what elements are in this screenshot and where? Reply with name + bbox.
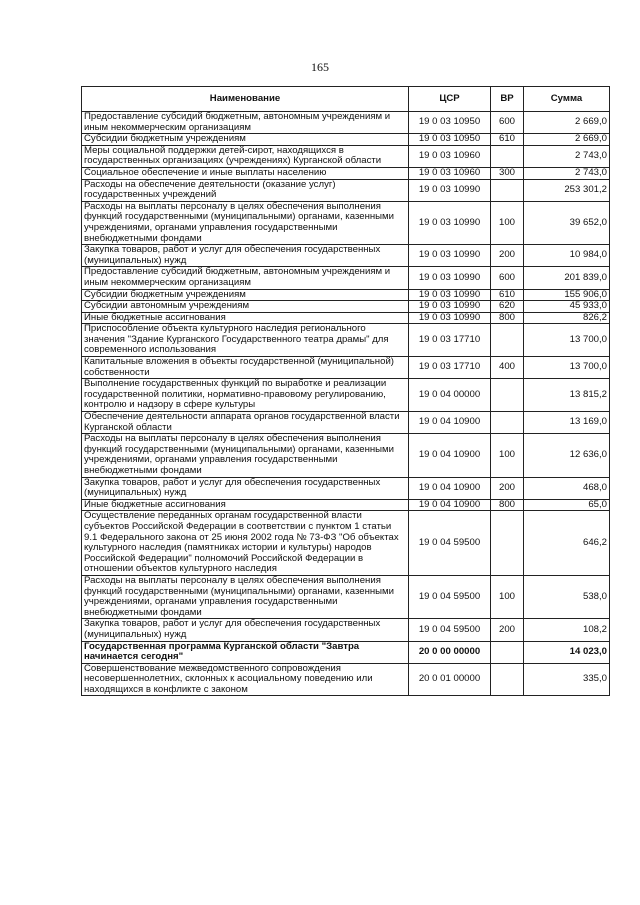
cell-name: Закупка товаров, работ и услуг для обеспечения государственных (муниципальных) нужд xyxy=(82,619,409,641)
cell-vr xyxy=(491,145,524,167)
table-row xyxy=(82,301,610,313)
table-row xyxy=(82,134,610,146)
header-name: Наименование xyxy=(82,87,409,112)
header-sum: Сумма xyxy=(524,87,610,112)
cell-sum: 826,2 xyxy=(524,312,610,324)
cell-csr: 19 0 03 10960 xyxy=(409,145,491,167)
cell-sum: 646,2 xyxy=(524,511,610,576)
cell-name: Государственная программа Курганской области "Завтра начинается сегодня" xyxy=(82,641,409,663)
cell-sum: 335,0 xyxy=(524,663,610,696)
cell-name: Расходы на выплаты персоналу в целях обеспечения выполнения функций государственными (муниципальными) органами, казенными учреждениями, органами управления государственными внебюджетными фондами xyxy=(82,575,409,618)
cell-name: Выполнение государственных функций по выработке и реализации государственной политики, нормативно-правовому регулированию, контролю и надзору в сфере культуры xyxy=(82,379,409,412)
table-row xyxy=(82,267,610,289)
table-row xyxy=(82,167,610,179)
cell-name: Иные бюджетные ассигнования xyxy=(82,312,409,324)
table-row xyxy=(82,324,610,357)
cell-vr xyxy=(491,663,524,696)
cell-name: Осуществление переданных органам государственной власти субъектов Российской Федерации в соответствии с пунктом 1 статьи 9.1 Федерального закона от 25 июня 2002 года № 73-ФЗ "Об объектах культурного наследия (памятниках истории и культуры) народов Российской Федерации" полномочий Российской Федерации в отношении объектов культурного наследия xyxy=(82,511,409,576)
cell-sum: 538,0 xyxy=(524,575,610,618)
cell-sum: 201 839,0 xyxy=(524,267,610,289)
table-row xyxy=(82,289,610,301)
cell-csr: 19 0 03 10990 xyxy=(409,245,491,267)
cell-sum: 65,0 xyxy=(524,499,610,511)
cell-sum: 2 743,0 xyxy=(524,167,610,179)
cell-name: Меры социальной поддержки детей-сирот, находящихся в государственных организациях (учреждениях) Курганской области xyxy=(82,145,409,167)
cell-vr: 300 xyxy=(491,167,524,179)
table-row xyxy=(82,112,610,134)
cell-name: Субсидии бюджетным учреждениям xyxy=(82,134,409,146)
cell-name: Приспособление объекта культурного наследия регионального значения "Здание Курганского Государственного театра драмы" для современного использования xyxy=(82,324,409,357)
cell-vr: 800 xyxy=(491,499,524,511)
cell-name: Закупка товаров, работ и услуг для обеспечения государственных (муниципальных) нужд xyxy=(82,477,409,499)
cell-csr: 19 0 03 10990 xyxy=(409,179,491,201)
cell-vr xyxy=(491,511,524,576)
cell-csr: 19 0 04 10900 xyxy=(409,434,491,477)
cell-csr: 19 0 03 17710 xyxy=(409,324,491,357)
cell-csr: 19 0 03 10990 xyxy=(409,201,491,244)
cell-name: Расходы на обеспечение деятельности (оказание услуг) государственных учреждений xyxy=(82,179,409,201)
cell-csr: 19 0 03 10960 xyxy=(409,167,491,179)
cell-csr: 19 0 04 59500 xyxy=(409,511,491,576)
cell-vr: 100 xyxy=(491,575,524,618)
table-row xyxy=(82,312,610,324)
table-row xyxy=(82,619,610,641)
table-body xyxy=(82,112,610,696)
cell-vr xyxy=(491,412,524,434)
table-row xyxy=(82,245,610,267)
table-row xyxy=(82,663,610,696)
cell-name: Совершенствование межведомственного сопровождения несовершеннолетних, склонных к асоциальному поведению или находящихся в конфликте с законом xyxy=(82,663,409,696)
cell-vr: 100 xyxy=(491,434,524,477)
table-row xyxy=(82,511,610,576)
cell-csr: 19 0 04 10900 xyxy=(409,477,491,499)
cell-csr: 19 0 03 17710 xyxy=(409,357,491,379)
cell-sum: 13 700,0 xyxy=(524,357,610,379)
cell-name: Расходы на выплаты персоналу в целях обеспечения выполнения функций государственными (муниципальными) органами, казенными учреждениями, органами управления государственными внебюджетными фондами xyxy=(82,201,409,244)
cell-sum: 155 906,0 xyxy=(524,289,610,301)
table-row xyxy=(82,434,610,477)
cell-name: Иные бюджетные ассигнования xyxy=(82,499,409,511)
cell-csr: 19 0 04 59500 xyxy=(409,575,491,618)
table-header-row xyxy=(82,87,610,112)
cell-csr: 19 0 03 10990 xyxy=(409,267,491,289)
cell-name: Капитальные вложения в объекты государственной (муниципальной) собственности xyxy=(82,357,409,379)
table-row xyxy=(82,145,610,167)
cell-vr: 620 xyxy=(491,301,524,313)
cell-csr: 19 0 03 10990 xyxy=(409,312,491,324)
cell-vr xyxy=(491,379,524,412)
cell-vr xyxy=(491,179,524,201)
cell-sum: 2 743,0 xyxy=(524,145,610,167)
page-number: 165 xyxy=(311,60,329,74)
table-row xyxy=(82,201,610,244)
cell-csr: 19 0 04 10900 xyxy=(409,412,491,434)
cell-vr: 100 xyxy=(491,201,524,244)
table-row xyxy=(82,575,610,618)
table-row xyxy=(82,412,610,434)
cell-vr: 610 xyxy=(491,134,524,146)
cell-csr: 19 0 03 10990 xyxy=(409,301,491,313)
cell-name: Предоставление субсидий бюджетным, автономным учреждениям и иным некоммерческим организациям xyxy=(82,112,409,134)
cell-sum: 108,2 xyxy=(524,619,610,641)
cell-sum: 253 301,2 xyxy=(524,179,610,201)
cell-name: Закупка товаров, работ и услуг для обеспечения государственных (муниципальных) нужд xyxy=(82,245,409,267)
cell-csr: 19 0 03 10990 xyxy=(409,289,491,301)
cell-vr: 200 xyxy=(491,477,524,499)
cell-vr: 610 xyxy=(491,289,524,301)
cell-vr: 600 xyxy=(491,267,524,289)
cell-sum: 39 652,0 xyxy=(524,201,610,244)
table-row xyxy=(82,641,610,663)
cell-name: Субсидии автономным учреждениям xyxy=(82,301,409,313)
cell-sum: 45 933,0 xyxy=(524,301,610,313)
cell-sum: 13 815,2 xyxy=(524,379,610,412)
cell-sum: 14 023,0 xyxy=(524,641,610,663)
cell-sum: 13 169,0 xyxy=(524,412,610,434)
cell-sum: 13 700,0 xyxy=(524,324,610,357)
table-row xyxy=(82,379,610,412)
cell-name: Социальное обеспечение и иные выплаты населению xyxy=(82,167,409,179)
cell-sum: 2 669,0 xyxy=(524,112,610,134)
cell-name: Расходы на выплаты персоналу в целях обеспечения выполнения функций государственными (муниципальными) органами, казенными учреждениями, органами управления государственными внебюджетными фондами xyxy=(82,434,409,477)
budget-table xyxy=(81,86,610,696)
cell-name: Субсидии бюджетным учреждениям xyxy=(82,289,409,301)
cell-name: Обеспечение деятельности аппарата органов государственной власти Курганской области xyxy=(82,412,409,434)
table-row xyxy=(82,477,610,499)
cell-sum: 2 669,0 xyxy=(524,134,610,146)
cell-csr: 19 0 03 10950 xyxy=(409,134,491,146)
cell-csr: 19 0 03 10950 xyxy=(409,112,491,134)
cell-vr: 200 xyxy=(491,245,524,267)
table-row xyxy=(82,499,610,511)
cell-vr xyxy=(491,641,524,663)
cell-vr: 600 xyxy=(491,112,524,134)
cell-sum: 12 636,0 xyxy=(524,434,610,477)
table-row xyxy=(82,179,610,201)
cell-csr: 19 0 04 00000 xyxy=(409,379,491,412)
cell-sum: 468,0 xyxy=(524,477,610,499)
header-csr: ЦСР xyxy=(409,87,491,112)
cell-name: Предоставление субсидий бюджетным, автономным учреждениям и иным некоммерческим организациям xyxy=(82,267,409,289)
cell-csr: 19 0 04 10900 xyxy=(409,499,491,511)
cell-vr: 800 xyxy=(491,312,524,324)
cell-csr: 20 0 01 00000 xyxy=(409,663,491,696)
cell-csr: 20 0 00 00000 xyxy=(409,641,491,663)
cell-csr: 19 0 04 59500 xyxy=(409,619,491,641)
cell-sum: 10 984,0 xyxy=(524,245,610,267)
cell-vr xyxy=(491,324,524,357)
cell-vr: 400 xyxy=(491,357,524,379)
cell-vr: 200 xyxy=(491,619,524,641)
table-row xyxy=(82,357,610,379)
header-vr: ВР xyxy=(491,87,524,112)
